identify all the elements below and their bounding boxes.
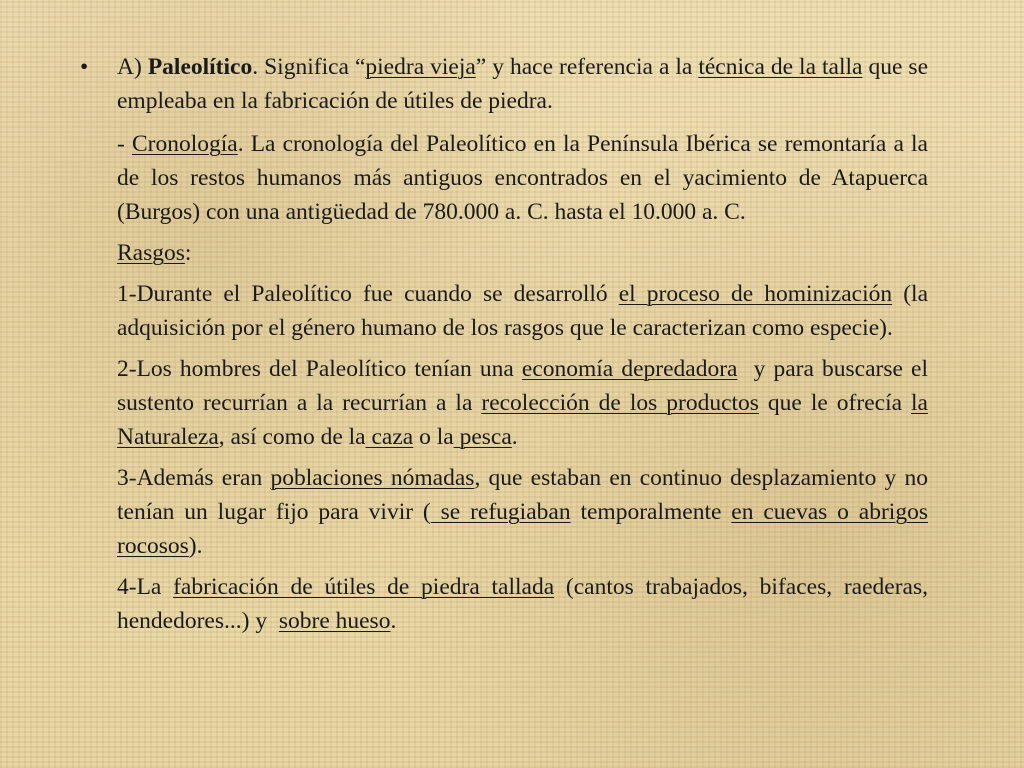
item2-mid3: , así como de la [218, 424, 366, 450]
item3-link3: en cuevas o abrigos rocosos [117, 499, 928, 559]
intro-prefix: A) [117, 54, 148, 80]
intro-technique: técnica de la talla [698, 54, 863, 80]
chronology-paragraph [117, 127, 928, 229]
slide-content [117, 50, 934, 645]
rasgos-colon: : [184, 240, 192, 266]
chronology-prefix: - [117, 131, 132, 157]
item2-mid1: y para buscarse el sustento recurrían a la recurrían a la [117, 356, 934, 416]
item3-end: ). [188, 533, 203, 559]
item2-link4: caza [365, 424, 414, 450]
item2-link1: economía depredadora [521, 356, 738, 382]
item2-link5: pesca [453, 424, 512, 450]
item2-link2: recolección de los productos [481, 390, 759, 416]
item2-link3: la Naturaleza [117, 390, 928, 450]
item3-link2: se refugiaban [430, 499, 571, 525]
intro-meaning: piedra vieja [365, 54, 476, 80]
item4-link1: fabricación de útiles de piedra tallada [173, 574, 555, 600]
item2-end: . [511, 424, 518, 450]
item3-link1: poblaciones nómadas [270, 465, 475, 491]
item2-mid4: o la [413, 424, 454, 450]
intro-after-term: . Significa “ [252, 54, 366, 80]
item3-mid2: temporalmente [570, 499, 732, 525]
item4-mid1: (cantos trabajados, bifaces, raederas, hendedores...) y [117, 574, 934, 634]
item2-mid2: que le ofrecía [758, 390, 912, 416]
chronology-label: Cronología [131, 131, 238, 157]
intro-mid: ” y hace referencia a la [475, 54, 699, 80]
item4-link2: sobre hueso [278, 608, 391, 634]
item1-link: el proceso de hominización [618, 281, 893, 307]
item4-prefix: 4-La [117, 574, 174, 600]
bullet-icon: • [80, 54, 89, 80]
item1-prefix: 1-Durante el Paleolítico fue cuando se desarrolló [117, 281, 619, 307]
rasgos-heading [117, 236, 928, 270]
item4-end: . [390, 608, 397, 634]
item-2 [117, 352, 934, 454]
item2-prefix: 2-Los hombres del Paleolítico tenían una [117, 356, 522, 382]
rasgos-label: Rasgos [117, 240, 185, 266]
item1-suffix: (la adquisición por el género humano de los rasgos que le caracterizan como especie). [117, 281, 928, 341]
intro-end: que se empleaba en la fabricación de útiles de piedra. [117, 54, 928, 114]
item-1 [117, 277, 928, 345]
chronology-text: . La cronología del Paleolítico en la Península Ibérica se remontaría a la de los restos humanos más antiguos encontrados en el yacimiento de Atapuerca (Burgos) con una antigüedad de 780.000 a. C. hasta el 10.000 a. C. [117, 131, 928, 225]
item3-prefix: 3-Además eran [117, 465, 271, 491]
item-3 [117, 461, 928, 563]
intro-term: Paleolítico [147, 54, 253, 80]
intro-paragraph [117, 50, 928, 118]
item-4 [117, 570, 934, 638]
item3-mid1: , que estaban en continuo desplazamiento y no tenían un lugar fijo para vivir ( [117, 465, 928, 525]
